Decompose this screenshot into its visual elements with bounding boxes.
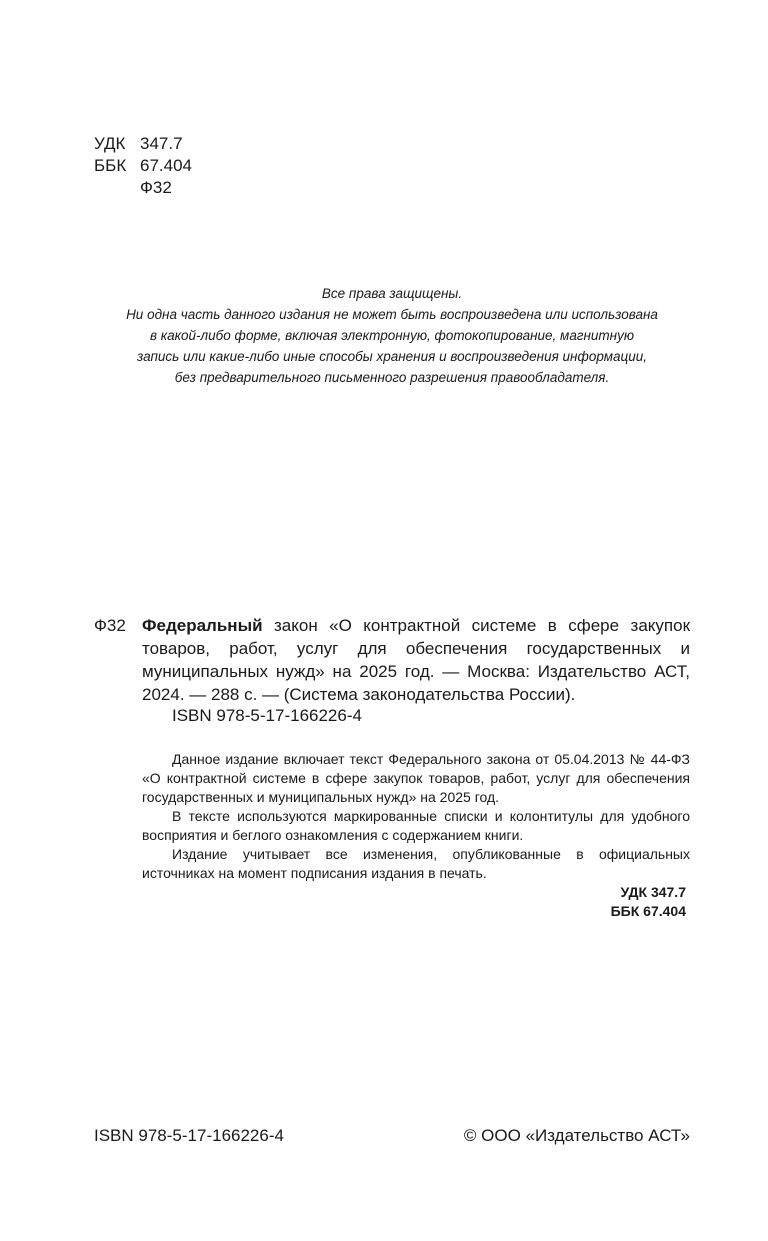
udk-value: 347.7 bbox=[140, 134, 183, 153]
bbk-value: 67.404 bbox=[140, 156, 192, 175]
biblio-code: Ф32 bbox=[94, 616, 126, 635]
biblio-text: закон «О контрактной системе в сфере закупок товаров, работ, услуг для обеспечения государственных и муниципальных нужд» на 2025 год. — Москва: Издательство АСТ, 2024. — 288 с. — (Система законодательства России). bbox=[142, 616, 691, 704]
annotation-paragraph: Издание учитывает все изменения, опубликованные в официальных источниках на момент подписания издания в печать. bbox=[142, 846, 690, 881]
bbk-row bbox=[94, 155, 192, 177]
rights-line: запись или какие-либо иные способы хранения и воспроизведения информации, bbox=[136, 349, 648, 364]
author-mark-row bbox=[94, 177, 192, 199]
annotation-bbk: ББК 67.404 bbox=[610, 903, 686, 919]
rights-line: в какой-либо форме, включая электронную, фотокопирование, магнитную bbox=[149, 328, 634, 343]
biblio-lead: Федеральный bbox=[142, 616, 263, 635]
rights-line: Ни одна часть данного издания не может быть воспроизведена или использована bbox=[126, 307, 658, 322]
rights-line: без предварительного письменного разрешения правообладателя. bbox=[174, 370, 610, 385]
udk-row bbox=[94, 133, 192, 155]
annotation bbox=[142, 750, 690, 921]
bbk-label: ББК bbox=[94, 156, 127, 175]
udk-label: УДК bbox=[94, 134, 126, 153]
rights-notice bbox=[94, 283, 690, 388]
biblio-description bbox=[142, 614, 690, 706]
footer-copyright: © ООО «Издательство АСТ» bbox=[463, 1126, 690, 1145]
annotation-codes bbox=[142, 883, 690, 921]
rights-line: Все права защищены. bbox=[321, 286, 463, 301]
bibliographic-record bbox=[94, 614, 690, 706]
annotation-udk: УДК 347.7 bbox=[620, 884, 686, 900]
annotation-paragraph: В тексте используются маркированные списки и колонтитулы для удобного восприятия и беглого ознакомления с содержанием книги. bbox=[142, 808, 690, 843]
annotation-paragraph: Данное издание включает текст Федерального закона от 05.04.2013 № 44-ФЗ «О контрактной системе в сфере закупок товаров, работ, услуг для обеспечения государственных и муниципальных нужд» на 2025 год. bbox=[142, 751, 690, 805]
footer bbox=[94, 1125, 690, 1147]
footer-isbn: ISBN 978-5-17-166226-4 bbox=[94, 1126, 284, 1145]
classification-block bbox=[94, 133, 192, 199]
biblio-isbn: ISBN 978-5-17-166226-4 bbox=[172, 706, 362, 725]
author-mark: Ф32 bbox=[140, 178, 172, 197]
